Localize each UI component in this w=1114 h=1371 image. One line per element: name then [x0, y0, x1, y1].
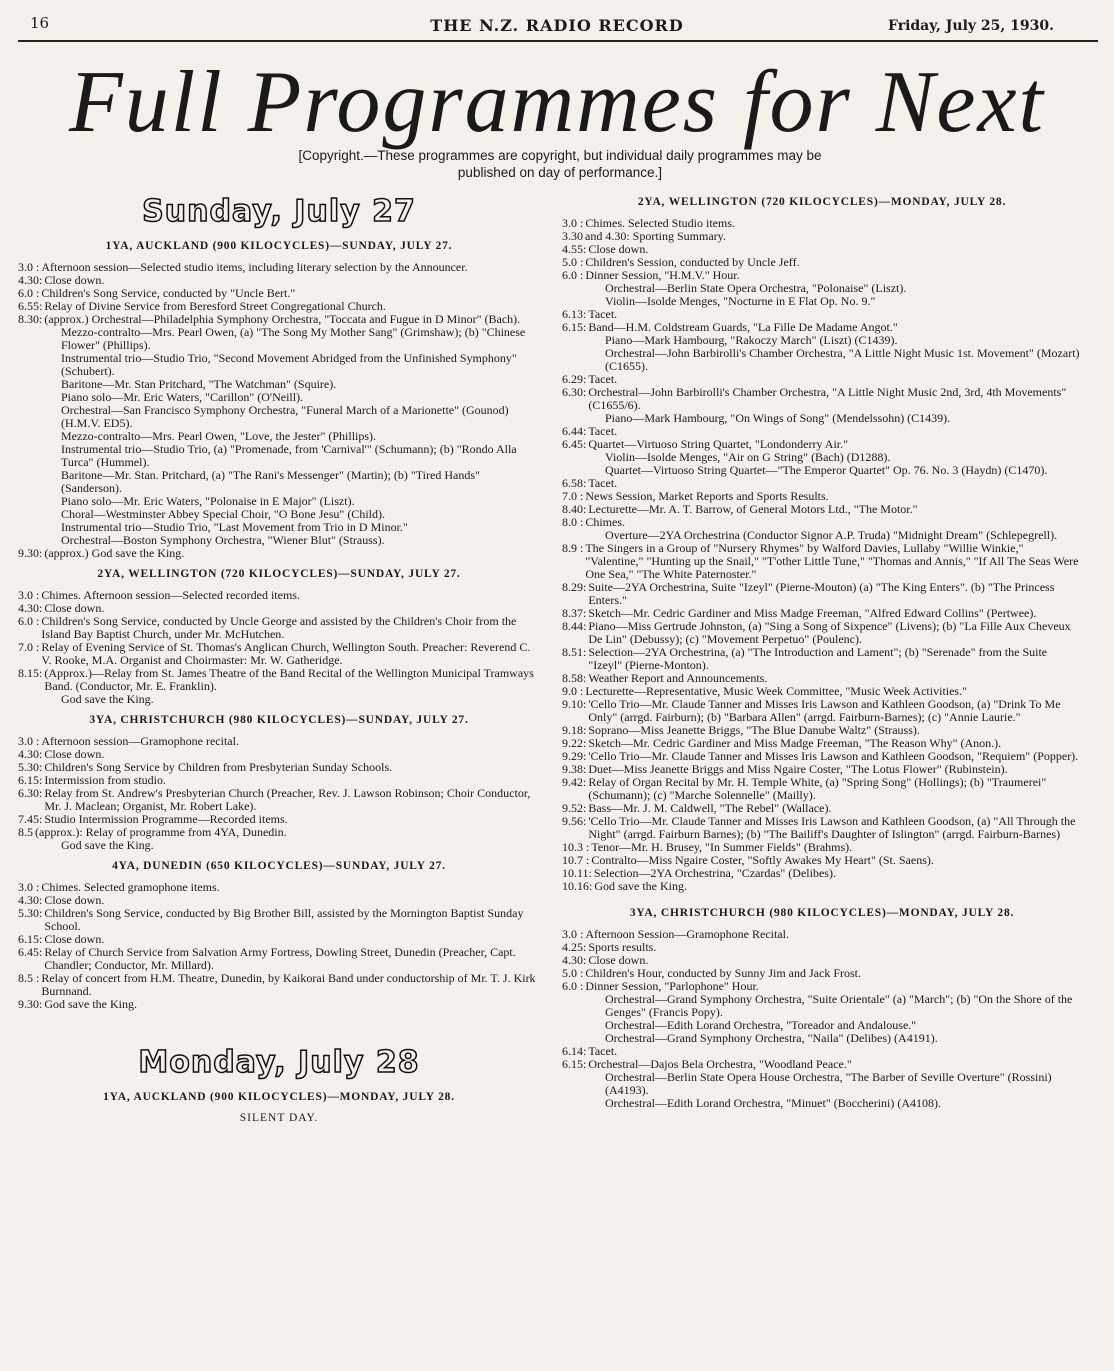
program-text: Children's Song Service, conducted by Uncle George and assisted by the Children's Choir from the Island Bay Baptist Church, under Mr. McHutchen. — [41, 614, 517, 641]
program-text: Afternoon Session—Gramophone Recital. — [585, 927, 789, 941]
time: 6.15: — [18, 773, 43, 787]
time: 8.58: — [562, 671, 587, 685]
time: 4.30: — [18, 893, 43, 907]
program-subitem: Piano—Mark Hambourg, "Rakoczy March" (Liszt) (C1439). — [605, 333, 898, 347]
program-subitem: Orchestral—Grand Symphony Orchestra, "Naila" (Delibes) (A4191). — [605, 1031, 938, 1045]
program-item — [18, 787, 540, 813]
program-text: Close down. — [588, 953, 649, 967]
time: 6.15: — [562, 1057, 587, 1071]
time: 3.0 : — [18, 588, 40, 602]
program-item — [18, 641, 540, 667]
program-text: The Singers in a Group of "Nursery Rhymes" by Walford Davies, Lullaby "Willie Winkie," "Valentine," "Hunting up the Snail," "T'other Little Tune," "Thomas and Annis," "If All The Seas Were One Sea," "The White Paternoster." — [585, 541, 1079, 581]
program-text: Orchestral—Dajos Bela Orchestra, "Woodland Peace." — [588, 1057, 852, 1071]
time: 8.29: — [562, 580, 587, 594]
program-text: 'Cello Trio—Mr. Claude Tanner and Misses Iris Lawson and Kathleen Goodson, (a) "All Through the Night" (arrgd. Fairburn Barnes); (b) "The Bailiff's Daughter of Islington" (arrgd. Fairburn-Barnes) — [588, 814, 1076, 841]
time: 4.30: — [18, 601, 43, 615]
program-text: God save the King. — [594, 879, 687, 893]
program-text: Dinner Session, "Parlophone" Hour. — [585, 979, 759, 993]
program-item — [562, 503, 1082, 516]
program-text: Tacet. — [588, 307, 618, 321]
program-text: Studio Intermission Programme—Recorded items. — [44, 812, 288, 826]
program-item — [562, 815, 1082, 841]
program-text: Piano—Miss Gertrude Johnston, (a) "Sing a Song of Sixpence" (Livens); (b) "La Fille Aux Cheveux De Lin" (Debussy); (c) "Movement Perpetuo" (Poulenc). — [588, 619, 1071, 646]
program-item — [562, 386, 1082, 412]
time: 9.56: — [562, 814, 587, 828]
program-subitem: Orchestral—John Barbirolli's Chamber Orchestra, "A Little Night Music 1st. Movement" (Mozart) (C1655). — [605, 346, 1080, 373]
time: 3.0 : — [562, 216, 584, 230]
program-text: Close down. — [44, 273, 105, 287]
program-text: Orchestral—John Barbirolli's Chamber Orchestra, "A Little Night Music 2nd, 3rd, 4th Movements" (C1655/6). — [588, 385, 1067, 412]
time: 10.16: — [562, 879, 593, 893]
program-text: Sports results. — [588, 940, 657, 954]
station-heading: 1YA, AUCKLAND (900 KILOCYCLES)—SUNDAY, JULY 27. — [105, 240, 453, 252]
station-heading: 2YA, WELLINGTON (720 KILOCYCLES)—MONDAY, JULY 28. — [637, 196, 1007, 208]
program-text: Suite—2YA Orchestrina, Suite "Izeyl" (Pierne-Mouton) (a) "The King Enters". (b) "The Princess Enters." — [588, 580, 1055, 607]
program-text: Relay of Organ Recital by Mr. H. Temple White, (a) "Spring Song" (Hollings); (b) "Traumerei" (Schumann); (c) "Marche Solennelle" (Mailly). — [588, 775, 1047, 802]
program-subitem: Piano solo—Mr. Eric Waters, "Carillon" (O'Neill). — [61, 390, 304, 404]
program-text: 'Cello Trio—Mr. Claude Tanner and Misses Iris Lawson and Kathleen Goodson, "Requiem" (Popper). — [588, 749, 1079, 763]
time: 10.3 : — [562, 840, 590, 854]
time: 8.15: — [18, 666, 43, 680]
program-text: Relay of Evening Service of St. Thomas's Anglican Church, Wellington South. Preacher: Reverend C. V. Rooke, M.A. Organist and Choirmaster: Mr. W. Gatheridge. — [41, 640, 531, 667]
program-subitem: Baritone—Mr. Stan Pritchard, "The Watchman" (Squire). — [61, 377, 337, 391]
program-text: Dinner Session, "H.M.V." Hour. — [585, 268, 740, 282]
program-text: Tacet. — [588, 372, 618, 386]
station-heading: 3YA, CHRISTCHURCH (980 KILOCYCLES)—SUNDAY, JULY 27. — [89, 714, 469, 726]
station-heading: 4YA, DUNEDIN (650 KILOCYCLES)—SUNDAY, JULY 27. — [112, 860, 446, 872]
program-text: Selection—2YA Orchestrina, (a) "The Introduction and Lament"; (b) "Serenade" from the Suite "Izeyl" (Pierne-Monton). — [588, 645, 1048, 672]
program-text: Tenor—Mr. H. Brusey, "In Summer Fields" (Brahms). — [591, 840, 853, 854]
time: 4.25: — [562, 940, 587, 954]
program-text: Quartet—Virtuoso String Quartet, "Londonderry Air." — [588, 437, 849, 451]
masthead: THE N.Z. RADIO RECORD — [430, 16, 684, 35]
program-item — [562, 542, 1082, 581]
right-column — [562, 196, 1082, 1110]
program-subitem: Overture—2YA Orchestrina (Conductor Signor A.P. Truda) "Midnight Dream" (Schlepegrell). — [605, 528, 1058, 542]
time: 5.0 : — [562, 255, 584, 269]
time: 6.0 : — [562, 268, 584, 282]
program-subitem: Violin—Isolde Menges, "Nocturne in E Flat Op. No. 9." — [605, 294, 876, 308]
program-text: Lecturette—Mr. A. T. Barrow, of General Motors Ltd., "The Motor." — [588, 502, 918, 516]
program-item — [562, 581, 1082, 607]
program-text: God save the King. — [44, 997, 137, 1011]
program-text: Chimes. — [585, 515, 626, 529]
program-text: Chimes. Afternoon session—Selected recorded items. — [41, 588, 300, 602]
time: 9.52: — [562, 801, 587, 815]
program-subitem: Quartet—Virtuoso String Quartet—"The Emperor Quartet" Op. 76. No. 3 (Haydn) (C1470). — [605, 463, 1048, 477]
program-text: Bass—Mr. J. M. Caldwell, "The Rebel" (Wallace). — [588, 801, 832, 815]
program-subitem: Choral—Westminster Abbey Special Choir, "O Bone Jesu" (Child). — [61, 507, 385, 521]
time: 6.0 : — [18, 614, 40, 628]
program-text: Tacet. — [588, 1044, 618, 1058]
program-text: Close down. — [44, 932, 105, 946]
day-heading: Monday, July 28 — [138, 1045, 420, 1080]
program-subitem: Instrumental trio—Studio Trio, "Second Movement Abridged from the Unfinished Symphony" (Schubert). — [61, 351, 517, 378]
time: 10.7 : — [562, 853, 590, 867]
program-text: (approx.) Orchestral—Philadelphia Symphony Orchestra, "Toccata and Fugue in D Minor" (Bach). — [44, 312, 521, 326]
god-save-line: God save the King. — [61, 838, 154, 852]
time: 9.18: — [562, 723, 587, 737]
program-text: Children's Song Service, conducted by "Uncle Bert." — [41, 286, 296, 300]
program-text: Lecturette—Representative, Music Week Committee, "Music Week Activities." — [585, 684, 967, 698]
copyright-notice: [Copyright.—These programmes are copyright, but individual daily programmes may be published on day of performance.] — [298, 148, 822, 180]
program-text: Children's Session, conducted by Uncle Jeff. — [585, 255, 800, 269]
time: 6.55: — [18, 299, 43, 313]
issue-date: Friday, July 25, 1930. — [888, 18, 1054, 34]
time: 6.15: — [562, 320, 587, 334]
program-text: Intermission from studio. — [44, 773, 167, 787]
program-text: and 4.30: Sporting Summary. — [585, 229, 726, 243]
program-subitem: Orchestral—Edith Lorand Orchestra, "Minuet" (Boccherini) (A4108). — [605, 1096, 942, 1110]
day-heading: Sunday, July 27 — [142, 194, 416, 229]
program-text: Weather Report and Announcements. — [588, 671, 768, 685]
program-item — [562, 646, 1082, 672]
program-subitem: Orchestral—Berlin State Opera Orchestra, "Polonaise" (Liszt). — [605, 281, 907, 295]
program-text: Relay from St. Andrew's Presbyterian Church (Preacher, Rev. J. Lawson Robinson; Choir Conductor, Mr. J. Maclean; Organist, Mr. Robert Lake). — [44, 786, 531, 813]
time: 6.14: — [562, 1044, 587, 1058]
program-subitem: Baritone—Mr. Stan. Pritchard, (a) "The Rani's Messenger" (Martin); (b) "Tired Hands" (Sanderson). — [61, 468, 480, 495]
program-text: Afternoon session—Gramophone recital. — [41, 734, 239, 748]
program-text: Contralto—Miss Ngaire Coster, "Softly Awakes My Heart" (St. Saens). — [591, 853, 934, 867]
program-subitem: Violin—Isolde Menges, "Air on G String" (Bach) (D1288). — [605, 450, 891, 464]
time: 9.30: — [18, 997, 43, 1011]
header-rule — [18, 40, 1098, 42]
time: 6.44: — [562, 424, 587, 438]
time: 5.30: — [18, 760, 43, 774]
program-text: Tacet. — [588, 476, 618, 490]
program-text: Band—H.M. Coldstream Guards, "La Fille De Madame Angot." — [588, 320, 898, 334]
program-item — [18, 547, 540, 560]
time: 4.30: — [562, 953, 587, 967]
time: 3.0 : — [18, 734, 40, 748]
program-text: Close down. — [588, 242, 649, 256]
program-subitem: Piano—Mark Hambourg, "On Wings of Song" (Mendelssohn) (C1439). — [605, 411, 951, 425]
time: 6.45: — [18, 945, 43, 959]
program-text: Children's Song Service, conducted by Big Brother Bill, assisted by the Mornington Baptist Sunday School. — [44, 906, 524, 933]
time: 8.5 : — [18, 971, 40, 985]
program-text: Relay of concert from H.M. Theatre, Dunedin, by Kaikorai Band under conductorship of Mr. T. J. Kirk Burnnand. — [41, 971, 536, 998]
time: 6.0 : — [18, 286, 40, 300]
program-item — [18, 907, 540, 933]
program-text: (Approx.)—Relay from St. James Theatre of the Band Recital of the Wellington Municipal Tramways Band. (Conductor, Mr. E. Franklin). — [44, 666, 534, 693]
program-text: Relay of Church Service from Salvation Army Fortress, Dowling Street, Dunedin (Preacher, Capt. Chandler; Conductor, Mr. Millard). — [44, 945, 516, 972]
program-text: (approx.): Relay of programme from 4YA, Dunedin. — [35, 825, 287, 839]
time: 8.0 : — [562, 515, 584, 529]
time: 6.30: — [562, 385, 587, 399]
time: 9.10: — [562, 697, 587, 711]
time: 7.45: — [18, 812, 43, 826]
time: 7.0 : — [18, 640, 40, 654]
time: 8.30: — [18, 312, 43, 326]
program-subitem: Orchestral—Grand Symphony Orchestra, "Suite Orientale" (a) "March"; (b) "On the Shore of the Genges" (Francis Popy). — [605, 992, 1073, 1019]
left-column — [18, 190, 540, 1125]
program-item — [18, 946, 540, 972]
time: 8.37: — [562, 606, 587, 620]
program-subitem: Orchestral—Berlin State Opera House Orchestra, "The Barber of Seville Overture" (Rossini) (A4193). — [605, 1070, 1052, 1097]
program-text: Children's Song Service by Children from Presbyterian Sunday Schools. — [44, 760, 393, 774]
time: 10.11: — [562, 866, 592, 880]
program-subitem: Orchestral—Boston Symphony Orchestra, "Wiener Blut" (Strauss). — [61, 533, 385, 547]
time: 5.30: — [18, 906, 43, 920]
time: 9.0 : — [562, 684, 584, 698]
program-item — [18, 667, 540, 693]
time: 3.30 — [562, 229, 583, 243]
program-text: Soprano—Miss Jeanette Briggs, "The Blue Danube Waltz" (Strauss). — [588, 723, 920, 737]
program-item — [18, 998, 540, 1011]
program-text: (approx.) God save the King. — [44, 546, 185, 560]
time: 9.38: — [562, 762, 587, 776]
time: 6.30: — [18, 786, 43, 800]
program-text: Selection—2YA Orchestrina, "Czardas" (Delibes). — [593, 866, 836, 880]
program-item — [562, 698, 1082, 724]
program-subitem: Mezzo-contralto—Mrs. Pearl Owen, "Love, the Jester" (Phillips). — [61, 429, 377, 443]
program-text: Chimes. Selected Studio items. — [585, 216, 735, 230]
time: 9.30: — [18, 546, 43, 560]
program-text: Close down. — [44, 601, 105, 615]
program-text: Children's Hour, conducted by Sunny Jim and Jack Frost. — [585, 966, 861, 980]
time: 8.44: — [562, 619, 587, 633]
program-text: Close down. — [44, 747, 105, 761]
program-item — [562, 880, 1082, 893]
time: 4.30: — [18, 747, 43, 761]
time: 4.30: — [18, 273, 43, 287]
station-heading: 3YA, CHRISTCHURCH (980 KILOCYCLES)—MONDAY, JULY 28. — [629, 907, 1015, 919]
program-item — [18, 972, 540, 998]
program-item — [18, 615, 540, 641]
time: 8.40: — [562, 502, 587, 516]
program-text: Sketch—Mr. Cedric Gardiner and Miss Madge Freeman, "The Reason Why" (Anon.). — [588, 736, 1002, 750]
program-text: News Session, Market Reports and Sports Results. — [585, 489, 829, 503]
program-text: Duet—Miss Jeanette Briggs and Miss Ngaire Coster, "The Lotus Flower" (Rubinstein). — [588, 762, 1008, 776]
time: 8.9 : — [562, 541, 584, 555]
page-number: 16 — [30, 14, 50, 32]
program-subitem: Instrumental trio—Studio Trio, (a) "Promenade, from 'Carnival'" (Schumann); (b) "Rondo Alla Turca" (Hummel). — [61, 442, 517, 469]
silent-day: SILENT DAY. — [239, 1112, 319, 1124]
program-subitem: Orchestral—Edith Lorand Orchestra, "Toreador and Andalouse." — [605, 1018, 917, 1032]
program-subitem: Instrumental trio—Studio Trio, "Last Movement from Trio in D Minor." — [61, 520, 408, 534]
time: 9.42: — [562, 775, 587, 789]
program-text: Sketch—Mr. Cedric Gardiner and Miss Madge Freeman, "Alfred Edward Collins" (Pertwee). — [588, 606, 1037, 620]
station-heading: 1YA, AUCKLAND (900 KILOCYCLES)—MONDAY, JULY 28. — [103, 1091, 455, 1103]
time: 8.51: — [562, 645, 587, 659]
page-header — [0, 0, 1114, 40]
time: 6.0 : — [562, 979, 584, 993]
program-item — [562, 776, 1082, 802]
time: 6.58: — [562, 476, 587, 490]
program-item — [562, 620, 1082, 646]
time: 3.0 : — [18, 880, 40, 894]
program-text: Tacet. — [588, 424, 618, 438]
program-text: Relay of Divine Service from Beresford Street Congregational Church. — [44, 299, 386, 313]
time: 3.0 : — [18, 260, 40, 274]
page-title: Full Programmes for Next — [69, 54, 1045, 151]
station-heading: 2YA, WELLINGTON (720 KILOCYCLES)—SUNDAY, JULY 27. — [97, 568, 461, 580]
time: 9.22: — [562, 736, 587, 750]
time: 5.0 : — [562, 966, 584, 980]
program-text: Chimes. Selected gramophone items. — [41, 880, 220, 894]
time: 4.55: — [562, 242, 587, 256]
time: 6.45: — [562, 437, 587, 451]
program-text: 'Cello Trio—Mr. Claude Tanner and Misses Iris Lawson and Kathleen Goodson, (a) "Drink To Me Only" (arrgd. Fairburn); (b) "Barbara Allen" (arrgd. Fairburn-Barnes); (c) "Annie Laurie." — [588, 697, 1061, 724]
time: 6.29: — [562, 372, 587, 386]
time: 6.15: — [18, 932, 43, 946]
program-subitem: Mezzo-contralto—Mrs. Pearl Owen, (a) "The Song My Mother Sang" (Grimshaw); (b) "Chinese Flower" (Phillips). — [61, 325, 526, 352]
time: 9.29: — [562, 749, 587, 763]
program-subitem: Orchestral—San Francisco Symphony Orchestra, "Funeral March of a Marionette" (Gounod) (H.M.V. ED5). — [61, 403, 509, 430]
time: 6.13: — [562, 307, 587, 321]
program-text: Afternoon session—Selected studio items, including literary selection by the Announcer. — [41, 260, 468, 274]
time: 3.0 : — [562, 927, 584, 941]
program-text: Close down. — [44, 893, 105, 907]
god-save-line: God save the King. — [61, 692, 154, 706]
time: 7.0 : — [562, 489, 584, 503]
time: 8.5 — [18, 825, 33, 839]
program-subitem: Piano solo—Mr. Eric Waters, "Polonaise in E Major" (Liszt). — [61, 494, 355, 508]
